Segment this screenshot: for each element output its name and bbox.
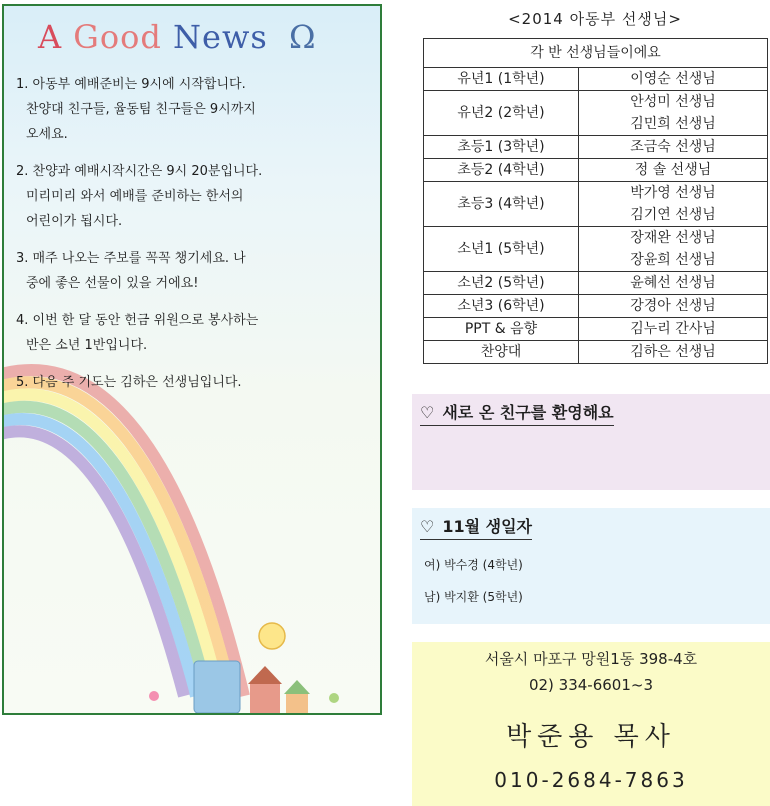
teacher-cell — [579, 341, 768, 364]
table-row — [424, 136, 768, 159]
tel-line: 02) 334-6601~3 — [528, 676, 654, 694]
class-cell: 소년2 (5학년) — [424, 272, 579, 295]
teacher-cell — [579, 182, 768, 227]
list-item — [16, 72, 368, 147]
news-line: 찬양대 친구들, 율동팀 친구들은 9시까지 — [26, 102, 256, 117]
teacher-cell — [579, 68, 768, 91]
class-cell: 찬양대 — [424, 341, 579, 364]
class-cell: 초등2 (4학년) — [424, 159, 579, 182]
table-row — [424, 68, 768, 91]
table-row — [424, 159, 768, 182]
teacher-name: 김민희 선생님 — [630, 116, 716, 132]
teacher-name: 김기연 선생님 — [630, 207, 716, 223]
table-row — [424, 272, 768, 295]
new-friends-box — [412, 394, 770, 490]
table-row — [424, 227, 768, 272]
teacher-name: 박가영 선생님 — [630, 185, 716, 201]
news-line: 반은 소년 1반입니다. — [26, 338, 148, 353]
heart-icon: ♡ — [420, 403, 435, 422]
page-title — [38, 18, 316, 56]
table-row — [424, 91, 768, 136]
teacher-name: 김누리 간사님 — [630, 321, 716, 337]
title-word: News — [173, 18, 268, 56]
teacher-name: 안성미 선생님 — [630, 94, 716, 110]
teacher-cell — [579, 91, 768, 136]
news-panel — [2, 4, 382, 715]
address-line: 서울시 마포구 망원1동 398-4호 — [484, 650, 698, 668]
table-row — [424, 341, 768, 364]
class-cell: 유년1 (1학년) — [424, 68, 579, 91]
class-cell: 소년1 (5학년) — [424, 227, 579, 272]
news-line: 오세요. — [26, 127, 68, 142]
contact-box — [412, 642, 770, 806]
class-cell: 소년3 (6학년) — [424, 295, 579, 318]
new-friends-heading-text: 새로 온 친구를 환영해요 — [442, 403, 614, 422]
omega-logo-icon: Ω — [288, 18, 317, 56]
teacher-name: 김하은 선생님 — [630, 344, 716, 360]
list-item — [16, 308, 368, 358]
heart-icon: ♡ — [420, 517, 435, 536]
news-line: 중에 좋은 선물이 있을 거에요! — [26, 276, 199, 291]
teacher-name: 정 솔 선생님 — [634, 162, 712, 178]
teacher-cell — [579, 318, 768, 341]
teacher-cell — [579, 295, 768, 318]
new-friends-heading — [420, 400, 614, 426]
news-line: 3. 매주 나오는 주보를 꼭꼭 챙기세요. 나 — [16, 251, 246, 266]
teacher-name: 장윤희 선생님 — [630, 252, 716, 268]
table-row — [424, 182, 768, 227]
table-row — [424, 295, 768, 318]
title-word: Good — [73, 18, 162, 56]
news-line: 4. 이번 한 달 동안 헌금 위원으로 봉사하는 — [16, 313, 259, 328]
list-item — [16, 246, 368, 296]
class-cell: 유년2 (2학년) — [424, 91, 579, 136]
teacher-cell — [579, 136, 768, 159]
birthdays-box — [412, 508, 770, 624]
table-header-row — [424, 39, 768, 68]
teacher-cell — [579, 159, 768, 182]
teacher-name: 장재완 선생님 — [630, 230, 716, 246]
title-word: A — [38, 18, 63, 56]
birthdays-heading-text: 11월 생일자 — [442, 517, 533, 536]
news-line: 어린이가 됩시다. — [26, 214, 123, 229]
table-row — [424, 318, 768, 341]
pastor-phone: 010-2684-7863 — [494, 768, 688, 792]
birthdays-heading — [420, 514, 532, 540]
news-list — [16, 72, 368, 407]
teachers-header: 각 반 선생님들이에요 — [424, 39, 768, 68]
class-cell: 초등1 (3학년) — [424, 136, 579, 159]
teacher-name: 조금숙 선생님 — [630, 139, 716, 155]
teacher-name: 윤혜선 선생님 — [630, 275, 716, 291]
teachers-table — [423, 38, 768, 364]
birthday-boy: 남) 박지환 (5학년) — [424, 590, 523, 604]
list-item — [16, 370, 368, 395]
teachers-title: <2014 아동부 선생님> — [508, 10, 682, 28]
teacher-cell — [579, 227, 768, 272]
news-line: 미리미리 와서 예배를 준비하는 한서의 — [26, 189, 244, 204]
birthday-girl: 여) 박수경 (4학년) — [424, 558, 523, 572]
list-item — [16, 159, 368, 234]
news-line: 1. 아동부 예배준비는 9시에 시작합니다. — [16, 77, 246, 92]
news-line: 2. 찬양과 예배시작시간은 9시 20분입니다. — [16, 164, 263, 179]
church-address — [412, 646, 770, 698]
teacher-name: 이영순 선생님 — [630, 71, 716, 87]
teacher-name: 강경아 선생님 — [630, 298, 716, 314]
news-line: 5. 다음 주 기도는 김하은 선생님입니다. — [16, 375, 242, 390]
pastor-name: 박준용 목사 — [506, 722, 676, 752]
teacher-cell — [579, 272, 768, 295]
class-cell: PPT & 음향 — [424, 318, 579, 341]
class-cell: 초등3 (4학년) — [424, 182, 579, 227]
